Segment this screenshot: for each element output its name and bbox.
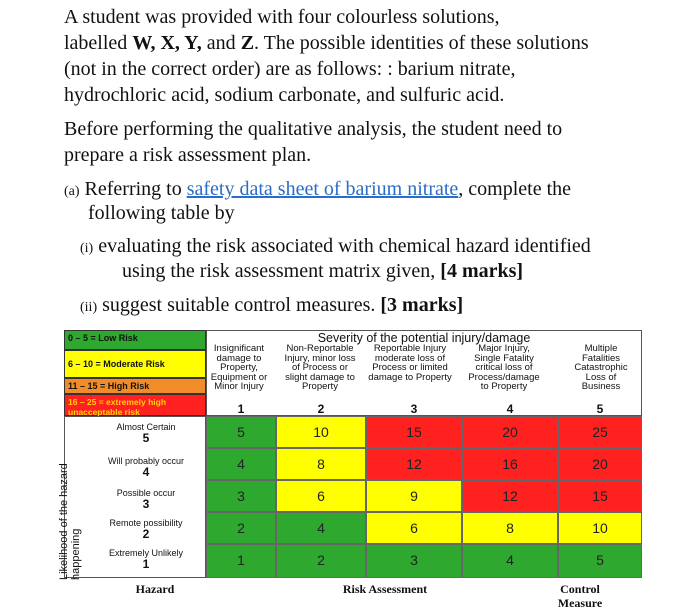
likelihood-1-label (86, 548, 206, 570)
q-text: suggest suitable control measures. (97, 294, 381, 316)
q-line-1: A student was provided with four colourless solutions, (64, 6, 500, 28)
q-text: and (201, 32, 241, 54)
risk-value: 2 (237, 520, 245, 536)
risk-value: 8 (317, 456, 325, 472)
risk-value: 16 (502, 456, 518, 472)
risk-value: 5 (237, 424, 245, 440)
risk-cell (276, 544, 366, 578)
risk-value: 10 (313, 424, 329, 440)
legend-high: 11 – 15 = High Risk (64, 378, 206, 394)
severity-1-number: 1 (237, 402, 245, 416)
risk-cell (276, 512, 366, 544)
likelihood-number: 1 (142, 557, 150, 571)
risk-cell (366, 512, 462, 544)
risk-cell (462, 480, 558, 512)
likelihood-axis-label: Likelihood of the hazard happening (58, 463, 82, 580)
part-a-line-2: following table by (88, 202, 235, 224)
severity-3-label: Reportable Injury moderate loss of Process or limited damage to Property (368, 343, 452, 383)
likelihood-4-label (86, 456, 206, 478)
likelihood-number: 3 (142, 497, 150, 511)
risk-value: 1 (237, 552, 245, 568)
risk-cell (276, 480, 366, 512)
likelihood-5-label (86, 422, 206, 444)
risk-cell (462, 448, 558, 480)
likelihood-text: Almost Certain (116, 422, 176, 432)
risk-value: 8 (506, 520, 514, 536)
likelihood-number: 4 (142, 465, 150, 479)
severity-2-label: Non-Reportable Injury, minor loss of Process or slight damage to Property (284, 343, 356, 392)
likelihood-text: Remote possibility (109, 518, 183, 528)
risk-value: 12 (502, 488, 518, 504)
hazard-heading: Hazard (135, 582, 175, 596)
severity-5-number: 5 (596, 402, 604, 416)
risk-cell (462, 544, 558, 578)
q-solution-labels: W, X, Y, (132, 32, 202, 54)
severity-title: Severity of the potential injury/damage (317, 331, 531, 345)
q-text: evaluating the risk associated with chemical hazard identified (93, 235, 591, 257)
risk-value: 12 (406, 456, 422, 472)
risk-value: 6 (410, 520, 418, 536)
risk-value: 5 (596, 552, 604, 568)
q-para2-line-2: prepare a risk assessment plan. (64, 144, 312, 166)
risk-cell (206, 448, 276, 480)
likelihood-text: Will probably occur (107, 456, 185, 466)
q-line-4: hydrochloric acid, sodium carbonate, and sulfuric acid. (64, 84, 505, 106)
q-text: labelled (64, 32, 133, 54)
likelihood-text: Possible occur (116, 488, 176, 498)
severity-1-label: Insignificant damage to Property, Equipment or Minor Injury (210, 343, 268, 392)
legend-low: 0 – 5 = Low Risk (64, 330, 206, 350)
marks-ii: [3 marks] (380, 294, 464, 316)
risk-cell (366, 544, 462, 578)
likelihood-2-label (86, 518, 206, 540)
risk-cell (558, 480, 642, 512)
risk-cell (206, 512, 276, 544)
risk-assessment-heading: Risk Assessment (342, 582, 428, 596)
q-line-2 (64, 30, 589, 56)
risk-cell (558, 512, 642, 544)
risk-value: 20 (502, 424, 518, 440)
part-a-label: (a) (64, 184, 80, 199)
risk-value: 4 (237, 456, 245, 472)
severity-5-label: Multiple Fatalities Catastrophic Loss of Business (574, 343, 628, 392)
q-text: , complete the (458, 178, 572, 200)
legend-extreme: 16 – 25 = extremely high unacceptable risk (64, 394, 206, 416)
risk-value: 20 (592, 456, 608, 472)
part-ii-label: (ii) (80, 300, 98, 315)
risk-cell (366, 480, 462, 512)
risk-cell (206, 416, 276, 448)
risk-matrix (58, 330, 642, 580)
risk-value: 3 (237, 488, 245, 504)
part-ii-line (80, 292, 463, 321)
control-heading-line: Control (560, 582, 600, 596)
risk-cell (276, 416, 366, 448)
risk-value: 10 (592, 520, 608, 536)
risk-value: 4 (317, 520, 325, 536)
severity-4-number: 4 (506, 402, 514, 416)
risk-value: 9 (410, 488, 418, 504)
risk-cell (366, 448, 462, 480)
legend-moderate: 6 – 10 = Moderate Risk (64, 350, 206, 378)
likelihood-text: Extremely Unlikely (108, 548, 184, 558)
likelihood-number: 5 (142, 431, 150, 445)
risk-value: 2 (317, 552, 325, 568)
risk-cell (462, 512, 558, 544)
risk-cell (462, 416, 558, 448)
marks-i: [4 marks] (440, 260, 524, 282)
measure-heading-line: Measure (557, 596, 603, 610)
part-i-label: (i) (80, 241, 94, 256)
severity-4-label: Major Injury, Single Fatality critical loss of Process/damage to Property (468, 343, 540, 392)
risk-value: 6 (317, 488, 325, 504)
risk-cell (366, 416, 462, 448)
q-text: Referring to (79, 178, 187, 200)
risk-cell (558, 416, 642, 448)
likelihood-number: 2 (142, 527, 150, 541)
severity-2-number: 2 (317, 402, 325, 416)
q-para2-line-1: Before performing the qualitative analysis, the student need to (64, 118, 563, 140)
part-i-line-2 (122, 258, 523, 284)
risk-cell (276, 448, 366, 480)
severity-3-number: 3 (410, 402, 418, 416)
control-measure-heading (540, 582, 620, 610)
risk-value: 4 (506, 552, 514, 568)
risk-cell (206, 480, 276, 512)
risk-cell (558, 544, 642, 578)
q-text: . The possible identities of these solutions (254, 32, 589, 54)
risk-value: 3 (410, 552, 418, 568)
risk-cell (206, 544, 276, 578)
sds-link[interactable]: safety data sheet of barium nitrate (186, 178, 459, 200)
risk-value: 15 (406, 424, 422, 440)
likelihood-3-label (86, 488, 206, 510)
q-text: using the risk assessment matrix given, (122, 260, 441, 282)
q-line-3: (not in the correct order) are as follows: : barium nitrate, (64, 58, 516, 80)
risk-value: 15 (592, 488, 608, 504)
risk-cell (558, 448, 642, 480)
risk-value: 25 (592, 424, 608, 440)
q-solution-label-z: Z (240, 32, 255, 54)
